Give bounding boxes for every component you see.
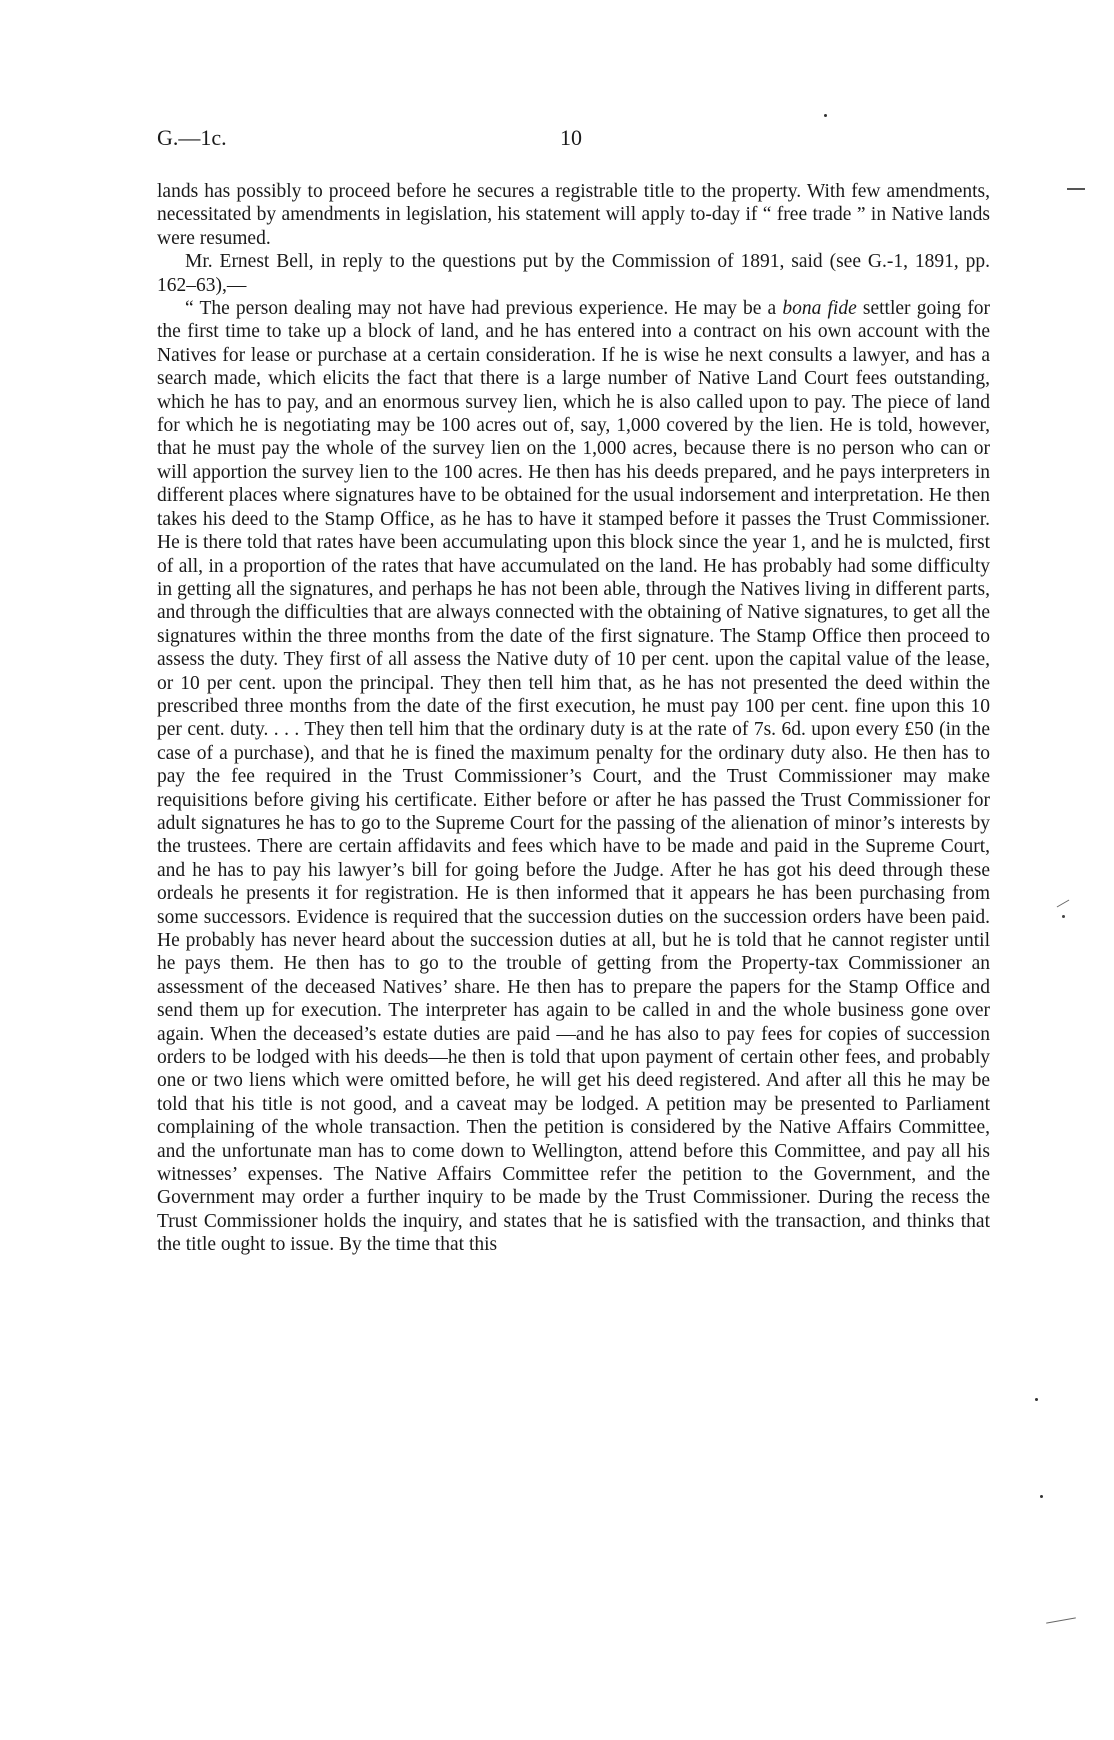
scan-speck: [1040, 1495, 1043, 1498]
page-number: 10: [560, 125, 582, 150]
document-reference: G.—1c.: [157, 125, 227, 150]
body-text: [157, 180, 990, 1257]
scan-speck: [824, 114, 827, 117]
quote-italic-term: bona fide: [782, 298, 857, 320]
paragraph-continuation: lands has possibly to proceed before he secures a registrable title to the property. With few amendments, necessitated by amendments in legislation, his statement will apply to-day if “ free trade ” in Native lands were resumed.: [157, 181, 990, 249]
page-header: [157, 125, 990, 155]
scan-speck: [1035, 1398, 1038, 1401]
margin-mark: [1046, 1617, 1076, 1623]
margin-mark: [1067, 188, 1085, 190]
margin-mark: [1057, 900, 1070, 908]
quote-body: settler going for the first time to take up a block of land, and he has entered into a contract on his own account with the Natives for lease or purchase at a certain consideration. If he is wise he next consults a lawyer, and has a search made, which elicits the fact that there is a large number of Native Land Court fees outstanding, which he has to pay, and an enormous survey lien, which he is also called upon to pay. The piece of land for which he is negotiating may be 100 acres out of, say, 1,000 covered by the lien. He is told, however, that he must pay the whole of the survey lien on the 1,000 acres, because there is no person who can or will apportion the survey lien to the 100 acres. He then has his deeds prepared, and he pays interpreters in different places where signatures have to be obtained for the usual indorsement and interpretation. He then takes his deed to the Stamp Office, as he has to have it stamped before it passes the Trust Commissioner. He is there told that rates have been accumulating upon this block since the year 1, and he is mulcted, first of all, in a proportion of the rates that have accumulated on the land. He has probably had some difficulty in getting all the signatures, and perhaps he has not been able, through the Natives living in different parts, and through the difficulties that are always connected with the obtaining of Native signatures, to get all the signatures within the three months from the date of the first signature. The Stamp Office then proceed to assess the duty. They first of all assess the Native duty of 10 per cent. upon the capital value of the lease, or 10 per cent. upon the principal. They then tell him that, as he has not presented the deed within the prescribed three months from the date of the first execution, he must pay 100 per cent. fine upon this 10 per cent. duty. . . . They then tell him that the ordinary duty is at the rate of 7s. 6d. upon every £50 (in the case of a purchase), and that he is fined the maximum penalty for the ordinary duty also. He then has to pay the fee required in the Trust Commissioner’s Court, and the Trust Commissioner may make requisitions before giving his certificate. Either before or after he has passed the Trust Commissioner for adult signatures he has to go to the Supreme Court for the passing of the alienation of minor’s interests by the trustees. There are certain affidavits and fees which have to be made and paid in the Supreme Court, and he has to pay his lawyer’s bill for going before the Judge. After he has got his deed through these ordeals he presents it for registration. He is then informed that it appears he has been purchasing from some successors. Evidence is required that the succession duties on the succession orders have been paid. He probably has never heard about the succession duties at all, but he is told that he cannot register until he pays them. He then has to go to the trouble of getting from the Property-tax Commissioner an assessment of the deceased Natives’ share. He then has to prepare the papers for the Stamp Office and send them up for execution. The interpreter has again to be called in and the whole business gone over again. When the deceased’s estate duties are paid —and he has also to pay fees for copies of succession orders to be lodged with his deeds—he then is told that upon payment of certain other fees, and probably one or two liens which were omitted before, he will get his deed registered. And after all this he may be told that his title is not good, and a caveat may be lodged. A petition may be presented to Parliament complaining of the whole transaction. Then the petition is considered by the Native Affairs Committee, and the unfortunate man has to come down to Wellington, attend before this Committee, and pay all his witnesses’ expenses. The Native Affairs Committee refer the petition to the Government, and the Government may order a further inquiry to be made by the Trust Commissioner. During the recess the Trust Commissioner holds the inquiry, and states that he is satisfied with the transaction, and thinks that the title ought to issue. By the time that this: [157, 298, 990, 1256]
paragraph-bell-intro: Mr. Ernest Bell, in reply to the questions put by the Commission of 1891, said (see G.-1, 1891, pp. 162–63),—: [157, 251, 990, 296]
scan-speck: [1062, 915, 1065, 918]
quote-opening: “ The person dealing may not have had previous experience. He may be a: [185, 298, 783, 320]
paragraph-bell-quote: [157, 297, 990, 1257]
